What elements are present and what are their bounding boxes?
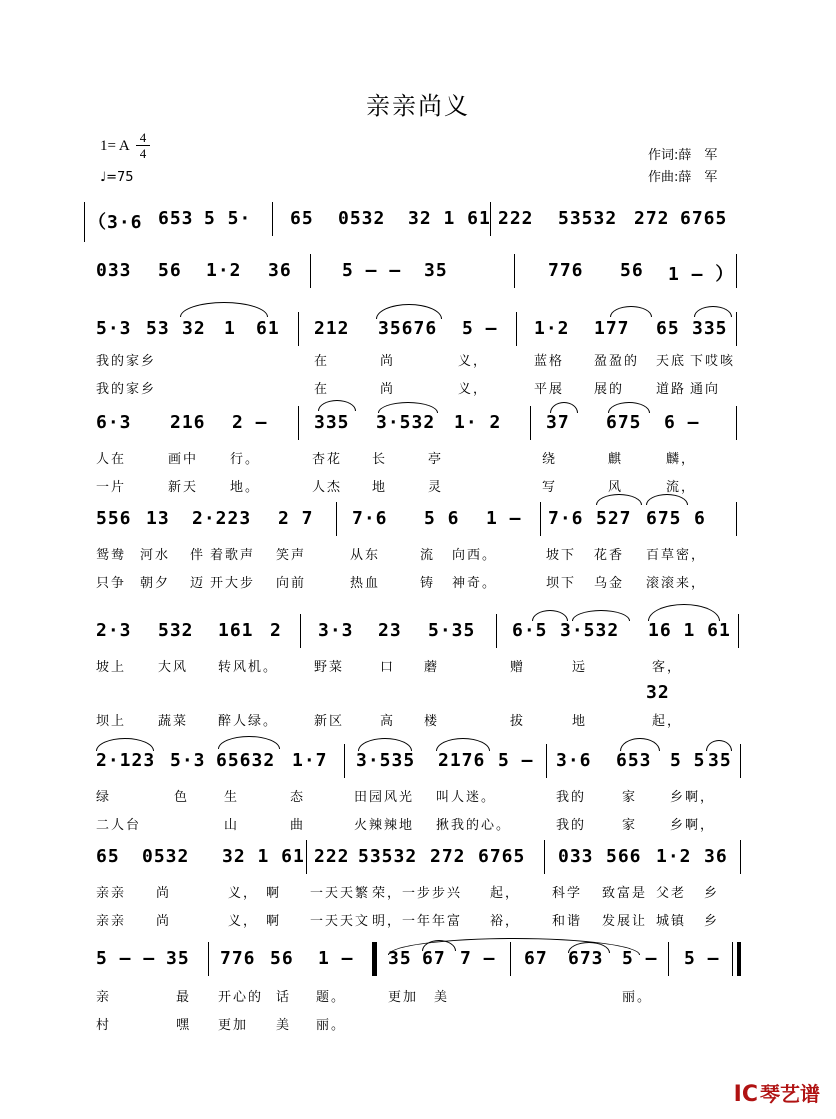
bar-line xyxy=(298,312,299,346)
lyric-word: 平展 xyxy=(534,382,565,397)
lyric-word: 道路 xyxy=(656,382,687,397)
lyric-word: 拔 xyxy=(510,714,526,729)
lyric-word: 新区 xyxy=(314,714,345,729)
bar-line xyxy=(208,942,209,976)
lyric-word: 亭 xyxy=(428,452,444,467)
note-group: 5 — xyxy=(622,948,658,969)
note-group: 32 1 61 xyxy=(408,208,491,229)
note-group: 61 xyxy=(256,318,280,339)
logo-mark-icon: ⅠⅭ xyxy=(733,1082,758,1107)
lyric-word: 曲 xyxy=(290,818,306,833)
lyric-word: 我的家乡 xyxy=(96,382,157,397)
lyric-word: 高 xyxy=(380,714,396,729)
lyric-word: 我的家乡 xyxy=(96,354,157,369)
note-group: 35676 xyxy=(378,318,438,339)
lyric-word: 人在 xyxy=(96,452,127,467)
note-group: 35 xyxy=(388,948,412,969)
bar-line xyxy=(310,254,311,288)
lyric-word: 客， xyxy=(652,660,683,675)
lyric-word: 父老 xyxy=(656,886,687,901)
lyric-word: 我的 xyxy=(556,818,587,833)
bar-line xyxy=(344,744,345,778)
lyric-word: 通向 xyxy=(690,382,721,397)
lyric-word: 人杰 xyxy=(312,480,343,495)
note-group: 212 xyxy=(314,318,350,339)
slur-arc xyxy=(436,738,490,751)
lyric-word: 乡 xyxy=(704,886,720,901)
lyric-word: 转风机。 xyxy=(218,660,279,675)
lyric-word: 发展让 xyxy=(602,914,648,929)
lyric-word: 从东 xyxy=(350,548,381,563)
lyric-word: 啊 xyxy=(266,914,282,929)
lyric-word: 下哎咳 xyxy=(690,354,736,369)
lyric-word: 一天天文 xyxy=(310,914,371,929)
lyric-word: 在 xyxy=(314,382,330,397)
note-group: 6765 xyxy=(680,208,728,229)
slur-arc xyxy=(648,604,720,621)
lyric-word: 态 xyxy=(290,790,306,805)
lyric-word: 开大步 xyxy=(210,576,256,591)
note-group: 222 xyxy=(314,846,350,867)
key-signature: 1= A xyxy=(100,138,130,154)
note-group: 1 — xyxy=(318,948,354,969)
note-group: 53532 xyxy=(358,846,418,867)
lyric-word: 赠 xyxy=(510,660,526,675)
bar-line xyxy=(546,744,547,778)
note-group: 36 xyxy=(268,260,292,281)
lyric-word: 河水 xyxy=(140,548,171,563)
time-signature xyxy=(136,130,150,161)
lyric-word: 一片 xyxy=(96,480,127,495)
lyric-word: 科学 xyxy=(552,886,583,901)
lyric-word: 致富是 xyxy=(602,886,648,901)
bar-line xyxy=(298,406,299,440)
note-group: 2 7 xyxy=(278,508,314,529)
lyric-word: 亲亲 xyxy=(96,914,127,929)
lyric-word: 一天天繁 xyxy=(310,886,371,901)
lyric-word: 天底 xyxy=(656,354,687,369)
note-group: 272 xyxy=(430,846,466,867)
note-group: 6 — xyxy=(664,412,700,433)
lyric-word: 绿 xyxy=(96,790,112,805)
note-group: 6765 xyxy=(478,846,526,867)
lyric-word: 灵 xyxy=(428,480,444,495)
lyric-word: 乡啊， xyxy=(670,818,716,833)
slur-arc xyxy=(180,302,268,317)
lyric-word: 向西。 xyxy=(452,548,498,563)
final-bar-line xyxy=(372,942,376,976)
lyric-word: 杏花 xyxy=(312,452,343,467)
slur-arc xyxy=(694,306,732,317)
note-group: 556 xyxy=(96,508,132,529)
lyric-word: 写 xyxy=(542,480,558,495)
note-group: 3·3 xyxy=(318,620,354,641)
lyric-word: 尚 xyxy=(380,382,396,397)
lyric-word: 乌金 xyxy=(594,576,625,591)
note-group: 13 xyxy=(146,508,170,529)
lyric-word: 地 xyxy=(372,480,388,495)
note-group: 65632 xyxy=(216,750,276,771)
note-group: 776 xyxy=(220,948,256,969)
lyric-word: 叫人迷。 xyxy=(436,790,497,805)
note-group: 653 xyxy=(158,208,194,229)
lyric-word: 鸳鸯 xyxy=(96,548,127,563)
lyric-word: 铸 xyxy=(420,576,436,591)
note-group: 1·2 xyxy=(206,260,242,281)
note-group: 1 — xyxy=(486,508,522,529)
lyric-word: 和谐 xyxy=(552,914,583,929)
lyric-word: 地。 xyxy=(230,480,261,495)
note-group: 23 xyxy=(378,620,402,641)
lyric-word: 笑声 xyxy=(276,548,307,563)
slur-arc xyxy=(378,402,438,413)
lyric-word: 尚 xyxy=(156,914,172,929)
lyric-word: 丽。 xyxy=(316,1018,347,1033)
lyricist-credit: 作词:薛 军 xyxy=(648,148,718,163)
note-group: 35 xyxy=(166,948,190,969)
note-group: 67 xyxy=(422,948,446,969)
lyric-word: 热血 xyxy=(350,576,381,591)
note-group: 7·6 xyxy=(548,508,584,529)
bar-line xyxy=(496,614,497,648)
slur-arc xyxy=(646,494,688,505)
note-group: 3·532 xyxy=(376,412,436,433)
note-group: 2 xyxy=(270,620,282,641)
note-group: 36 xyxy=(704,846,728,867)
note-group: 2·223 xyxy=(192,508,252,529)
lyric-word: 坡上 xyxy=(96,660,127,675)
lyric-word: 麒 xyxy=(608,452,624,467)
lyric-word: 村 xyxy=(96,1018,112,1033)
note-group: 53 xyxy=(146,318,170,339)
lyric-word: 揪我的心。 xyxy=(436,818,512,833)
lyric-word: 起， xyxy=(490,886,521,901)
lyric-word: 亲 xyxy=(96,990,112,1005)
bar-line xyxy=(736,502,737,536)
slur-arc xyxy=(608,402,650,413)
slur-arc xyxy=(572,610,630,621)
lyric-word: 麟， xyxy=(666,452,697,467)
bar-line xyxy=(272,202,273,236)
slur-arc xyxy=(96,738,154,751)
note-group: 5 5· xyxy=(204,208,252,229)
lyric-word: 义， xyxy=(228,886,259,901)
slur-arc xyxy=(376,304,442,319)
note-group: 16 1 61 xyxy=(648,620,731,641)
composer-credit: 作曲:薛 军 xyxy=(648,170,718,185)
note-group: 216 xyxy=(170,412,206,433)
time-signature-top: 4 xyxy=(139,130,147,145)
note-group: 673 xyxy=(568,948,604,969)
bar-line xyxy=(516,312,517,346)
note-group: 653 xyxy=(616,750,652,771)
lyric-word: 亲亲 xyxy=(96,886,127,901)
lyric-word: 醉人绿。 xyxy=(218,714,279,729)
lyric-word: 口 xyxy=(380,660,396,675)
note-group: 65 xyxy=(96,846,120,867)
lyric-word: 楼 xyxy=(424,714,440,729)
note-group: 67 xyxy=(524,948,548,969)
lyric-word: 荣，一步步兴 xyxy=(372,886,463,901)
slur-arc xyxy=(318,400,356,411)
lyric-word: 远 xyxy=(572,660,588,675)
note-group: 6 xyxy=(694,508,706,529)
lyric-word: 蔬菜 xyxy=(158,714,189,729)
bar-line xyxy=(732,942,733,976)
bar-line xyxy=(376,942,377,976)
lyric-word: 更加 xyxy=(388,990,419,1005)
lyric-word: 流， xyxy=(666,480,697,495)
lyric-word: 着歌声 xyxy=(210,548,256,563)
time-signature-bottom: 4 xyxy=(136,145,150,161)
bar-line xyxy=(84,202,85,242)
lyric-word: 嘿 xyxy=(176,1018,192,1033)
lyric-word: 向前 xyxy=(276,576,307,591)
lyric-word: 展的 xyxy=(594,382,625,397)
lyric-word: 行。 xyxy=(230,452,261,467)
lyric-word: 新天 xyxy=(168,480,199,495)
note-group: 32 1 61 xyxy=(222,846,305,867)
note-group: 3·532 xyxy=(560,620,620,641)
note-group: 65 xyxy=(656,318,680,339)
lyric-word: 盈盈的 xyxy=(594,354,640,369)
lyric-word: 尚 xyxy=(156,886,172,901)
lyric-word: 话 xyxy=(276,990,292,1005)
bar-line xyxy=(544,840,545,874)
note-group: 2·3 xyxy=(96,620,132,641)
lyric-word: 起， xyxy=(652,714,683,729)
lyric-word: 尚 xyxy=(380,354,396,369)
lyric-word: 乡 xyxy=(704,914,720,929)
note-group: 5·3 xyxy=(96,318,132,339)
note-group: 1· 2 xyxy=(454,412,502,433)
note-group: 5 — xyxy=(498,750,534,771)
lyric-word: 绕 xyxy=(542,452,558,467)
lyric-word: 义， xyxy=(228,914,259,929)
lyric-word: 大风 xyxy=(158,660,189,675)
slur-arc xyxy=(218,736,280,749)
lyric-word: 生 xyxy=(224,790,240,805)
note-group: 56 xyxy=(620,260,644,281)
lyric-word: 乡啊， xyxy=(670,790,716,805)
note-group: 776 xyxy=(548,260,584,281)
note-group: 5·35 xyxy=(428,620,476,641)
note-group: 1·7 xyxy=(292,750,328,771)
note-group: 5 5 xyxy=(670,750,706,771)
note-group: 5 — — xyxy=(96,948,156,969)
slur-arc xyxy=(610,306,652,317)
lyric-word: 流 xyxy=(420,548,436,563)
lyric-word: 明，一年年富 xyxy=(372,914,463,929)
bar-line xyxy=(740,840,741,874)
lyric-word: 二人台 xyxy=(96,818,142,833)
note-group: 35 xyxy=(424,260,448,281)
note-group: 37 xyxy=(546,412,570,433)
lyric-word: 朝夕 xyxy=(140,576,171,591)
note-group: 32 xyxy=(182,318,206,339)
bar-line xyxy=(306,840,307,874)
lyric-word: 美 xyxy=(434,990,450,1005)
note-group: 35 xyxy=(708,750,732,771)
slur-arc xyxy=(620,738,660,751)
lyric-word: 开心的 xyxy=(218,990,264,1005)
lyric-word: 义， xyxy=(458,354,489,369)
note-group: 1 — ） xyxy=(668,264,735,285)
note-group: 2176 xyxy=(438,750,486,771)
lyric-word: 在 xyxy=(314,354,330,369)
note-group: 033 xyxy=(96,260,132,281)
note-group: 335 xyxy=(314,412,350,433)
bar-line xyxy=(530,406,531,440)
lyric-word: 更加 xyxy=(218,1018,249,1033)
lyric-word: 长 xyxy=(372,452,388,467)
note-group: 1·2 xyxy=(656,846,692,867)
slur-arc xyxy=(596,494,642,505)
note-group: 0532 xyxy=(338,208,386,229)
note-group: 53532 xyxy=(558,208,618,229)
lyric-word: 山 xyxy=(224,818,240,833)
note-group: 7 — xyxy=(460,948,496,969)
note-group: 5 6 xyxy=(424,508,460,529)
note-group: 56 xyxy=(158,260,182,281)
note-group: 1 xyxy=(224,318,236,339)
lyric-word: 伴 xyxy=(190,548,206,563)
note-group: 5 — xyxy=(684,948,720,969)
note-group: 2 — xyxy=(232,412,268,433)
lyric-word: 啊 xyxy=(266,886,282,901)
slur-arc xyxy=(550,402,578,413)
note-group: 675 xyxy=(606,412,642,433)
bar-line xyxy=(668,942,669,976)
lyric-word: 坝下 xyxy=(546,576,577,591)
note-group: 161 xyxy=(218,620,254,641)
note-group: 56 xyxy=(270,948,294,969)
note-group: 5·3 xyxy=(170,750,206,771)
bar-line xyxy=(300,614,301,648)
note-group: 177 xyxy=(594,318,630,339)
lyric-word: 滚滚来， xyxy=(646,576,707,591)
note-group: （3·6 xyxy=(88,212,143,233)
lyric-word: 义， xyxy=(458,382,489,397)
bar-line xyxy=(740,744,741,778)
lyric-word: 花香 xyxy=(594,548,625,563)
lyric-word: 迈 xyxy=(190,576,206,591)
lyric-word: 画中 xyxy=(168,452,199,467)
watermark-logo xyxy=(734,1078,820,1107)
lyric-word: 美 xyxy=(276,1018,292,1033)
bar-line xyxy=(738,614,739,648)
lyric-word: 神奇。 xyxy=(452,576,498,591)
bar-line xyxy=(514,254,515,288)
note-group: 527 xyxy=(596,508,632,529)
lyric-word: 坝上 xyxy=(96,714,127,729)
lyric-word: 地 xyxy=(572,714,588,729)
lyric-word: 火辣辣地 xyxy=(354,818,415,833)
watermark-text: 琴艺谱 xyxy=(760,1082,820,1106)
note-group: 675 xyxy=(646,508,682,529)
note-group: 32 xyxy=(646,682,670,703)
bar-line xyxy=(736,406,737,440)
note-group: 0532 xyxy=(142,846,190,867)
note-group: 033 xyxy=(558,846,594,867)
note-group: 3·6 xyxy=(556,750,592,771)
tempo-marking: ♩=75 xyxy=(100,170,134,185)
lyric-word: 蓝格 xyxy=(534,354,565,369)
note-group: 1·2 xyxy=(534,318,570,339)
note-group: 272 xyxy=(634,208,670,229)
lyric-word: 家 xyxy=(622,818,638,833)
score-title: 亲亲尚义 xyxy=(366,92,470,120)
lyric-word: 我的 xyxy=(556,790,587,805)
bar-line xyxy=(736,312,737,346)
slur-arc xyxy=(358,738,412,751)
bar-line xyxy=(490,202,491,236)
lyric-word: 蘑 xyxy=(424,660,440,675)
lyric-word: 色 xyxy=(174,790,190,805)
lyric-word: 坡下 xyxy=(546,548,577,563)
lyric-word: 裕， xyxy=(490,914,521,929)
slur-arc xyxy=(706,740,732,751)
note-group: 5 — xyxy=(462,318,498,339)
lyric-word: 百草密， xyxy=(646,548,707,563)
slur-arc xyxy=(532,610,568,621)
note-group: 6·5 xyxy=(512,620,548,641)
note-group: 2·123 xyxy=(96,750,156,771)
note-group: 65 xyxy=(290,208,314,229)
lyric-word: 家 xyxy=(622,790,638,805)
lyric-word: 只争 xyxy=(96,576,127,591)
note-group: 5 — — xyxy=(342,260,402,281)
note-group: 3·535 xyxy=(356,750,416,771)
lyric-word: 田园风光 xyxy=(354,790,415,805)
lyric-word: 丽。 xyxy=(622,990,653,1005)
lyric-word: 题。 xyxy=(316,990,347,1005)
lyric-word: 野菜 xyxy=(314,660,345,675)
lyric-word: 风 xyxy=(608,480,624,495)
lyric-word: 最 xyxy=(176,990,192,1005)
bar-line xyxy=(736,254,737,288)
bar-line xyxy=(540,502,541,536)
note-group: 6·3 xyxy=(96,412,132,433)
note-group: 566 xyxy=(606,846,642,867)
note-group: 222 xyxy=(498,208,534,229)
final-bar-line xyxy=(737,942,741,976)
bar-line xyxy=(336,502,337,536)
note-group: 532 xyxy=(158,620,194,641)
note-group: 7·6 xyxy=(352,508,388,529)
note-group: 335 xyxy=(692,318,728,339)
lyric-word: 城镇 xyxy=(656,914,687,929)
